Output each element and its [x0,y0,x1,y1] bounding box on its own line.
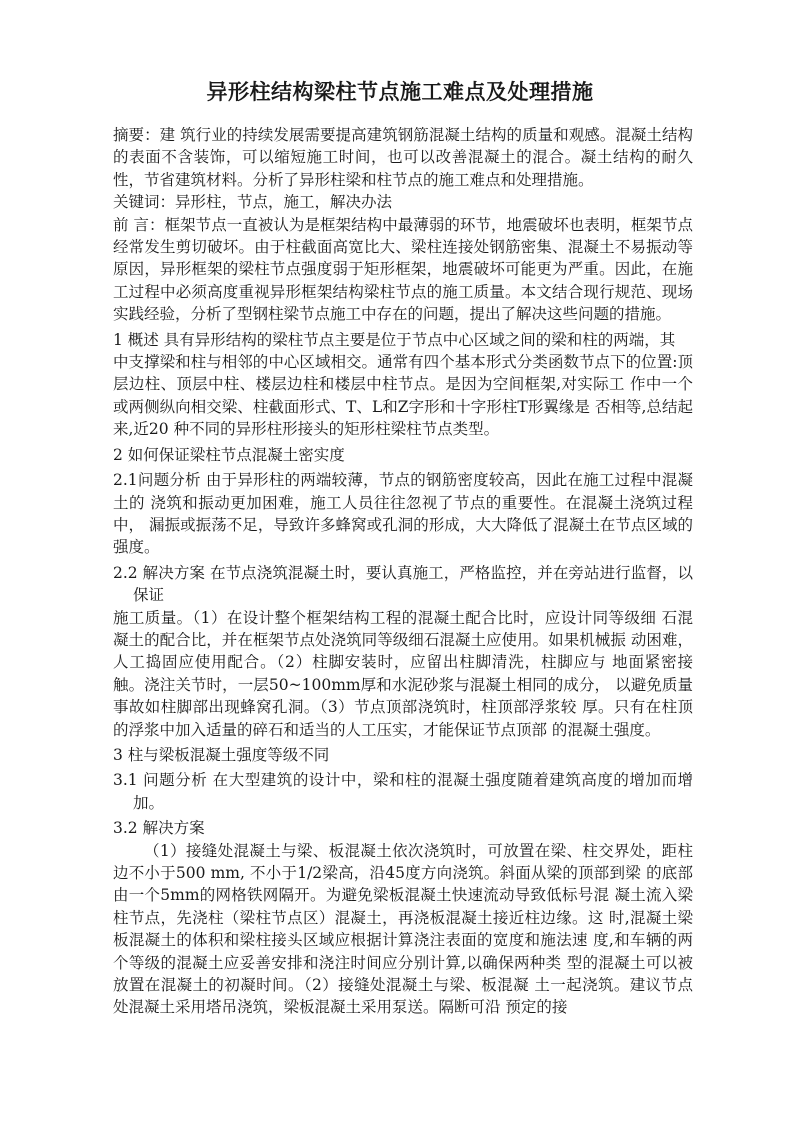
section-2-heading: 2 如何保证梁柱节点混凝土密实度 [113,445,345,464]
section-1-body: 中支撑梁和柱与相邻的中心区域相交。通常有四个基本形式分类函数节点下的位置:顶层边柱、顶层中柱、楼层边柱和楼层中柱节点。是因为空间框架,对实际工 作中一个或两侧纵向相交梁、柱截面形式、T、L和Z字形和十字形柱T形翼缘是 否相等,总结起来,近20 种不同的异形柱形接头的矩形柱梁柱节点类型。 [113,353,693,439]
keywords-line: 关键词：异形柱，节点，施工，解决办法 [113,193,393,212]
abstract-paragraph: 摘要：建 筑行业的持续发展需要提高建筑钢筋混凝土结构的质量和观感。混凝土结构的表面不含装饰，可以缩短施工时间，也可以改善混凝土的混合。凝土结构的耐久性，节省建筑材料。分析了异形柱梁和柱节点的施工难点和处理措施。 [113,126,693,189]
section-3-1-paragraph: 3.1 问题分析 在大型建筑的设计中，梁和柱的混凝土强度随着建筑高度的增加而增加。 [113,771,693,812]
document-body [113,124,693,1019]
document-title: 异形柱结构梁柱节点施工难点及处理措施 [206,79,594,104]
section-3-2-heading: 3.2 解决方案 [113,819,205,838]
section-3-2-body: （1）接缝处混凝土与梁、板混凝土依次浇筑时，可放置在梁、柱交界处，距柱边不小于500 mm, 不小于1/2梁高，沿45度方向浇筑。斜面从梁的顶部到梁 的底部由一个5mm的网格铁网隔开。为避免梁板混凝土快速流动导致低标号混 凝土流入梁柱节点，先浇柱（梁柱节点区）混凝土，再浇板混凝土接近柱边缘。这 时,混凝土梁板混凝土的体积和梁柱接头区域应根据计算浇注表面的宽度和施法速 度,和车辆的两个等级的混凝土应妥善安排和浇注时间应分别计算,以确保两种类 型的混凝土可以被放置在混凝土的初凝时间。（2）接缝处混凝土与梁、板混凝 土一起浇筑。建议节点处混凝土采用塔吊浇筑，梁板混凝土采用泵送。隔断可沿 预定的接 [113,841,693,1017]
section-3-heading: 3 柱与梁板混凝土强度等级不同 [113,745,330,764]
section-2-2-body: 施工质量。（1）在设计整个框架结构工程的混凝土配合比时，应设计同等级细 石混凝土的配合比，并在框架节点处浇筑同等级细石混凝土应使用。如果机械振 动困难，人工捣固应使用配合。（2）柱脚安装时，应留出柱脚清洗，柱脚应与 地面紧密接触。浇注关节时，一层50~100mm厚和水泥砂浆与混凝土相同的成分， 以避免质量事故如柱脚部出现蜂窝孔洞。（3）节点顶部浇筑时，柱顶部浮浆较 厚。只有在柱顶的浮浆中加入适量的碎石和适当的人工压实，才能保证节点顶部 的混凝土强度。 [113,608,693,739]
section-2-1-paragraph: 2.1问题分析 由于异形柱的两端较薄，节点的钢筋密度较高，因此在施工过程中混凝土的 浇筑和振动更加困难，施工人员往往忽视了节点的重要性。在混凝土浇筑过程中， 漏振或振荡不足，导致许多蜂窝或孔洞的形成，大大降低了混凝土在节点区域的 强度。 [113,471,693,557]
section-1-heading: 1 概述 具有异形结构的梁柱节点主要是位于节点中心区域之间的梁和柱的两端，其 [113,330,676,349]
section-2-2-heading: 2.2 解决方案 在节点浇筑混凝土时，要认真施工，严格监控，并在旁站进行监督，以保证 [113,563,693,605]
preface-paragraph: 前 言：框架节点一直被认为是框架结构中最薄弱的环节，地震破坏也表明，框架节点经常发生剪切破坏。由于柱截面高宽比大、梁柱连接处钢筋密集、混凝土不易振动等原因，异形框架的梁柱节点强度弱于矩形框架，地震破坏可能更为严重。因此，在施工过程中必须高度重视异形框架结构梁柱节点的施工质量。本文结合现行规范、现场实践经验，分析了型钢柱梁节点施工中存在的问题，提出了解决这些问题的措施。 [113,215,693,324]
